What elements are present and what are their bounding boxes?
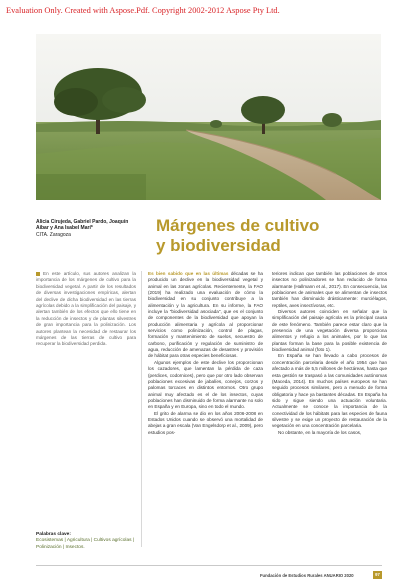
paragraph: Diversos autores coinciden en señalar que la simplificación del paisaje agrícola es la principal causa de este fenómeno. También parece estar claro que la presencia de una vegetación diversa proporciona alimentos y refugio a los animales, por lo que las plantas forman la base para la posible existencia de biodiversidad animal (foto 1).: [272, 309, 387, 353]
paragraph: No obstante, en la mayoría de los casos,: [278, 429, 362, 435]
author-names: Alicia Cirujeda, Gabriel Pardo, Joaquín Aibar y Ana Isabel Marí*: [36, 219, 129, 232]
landscape-photo: [36, 34, 381, 200]
article-title: [156, 216, 386, 256]
evaluation-watermark: Evaluation Only. Created with Aspose.Pdf. Copyright 2002-2012 Aspose Pty Ltd.: [6, 6, 280, 15]
paragraph: En España se han llevado a cabo procesos de concentración parcelaria desde el año 1954 que han afectado a más de 5,5 millones de hectáreas, hasta que esta gestión se traspasó a las comunidades autónomas (Maceda, 2014). En muchos países europeos se han seguido procesos similares, pero a menudo de forma obligatoria y hace ya bastantes décadas. En España ha sido y sigue siendo una actuación voluntaria. Actualmente se conoce la importancia de la conectividad de los hábitats para las especies de fauna silvestre y se exige un proyecto de restauración de la vegetación en una concentración parcelaria.: [272, 353, 387, 429]
page-number: 97: [373, 571, 382, 579]
keywords-list: Ecosistemas | Agricultura | Cultivos agrícolas | Polinización | Insectos.: [36, 538, 135, 550]
paragraph: Algunos ejemplos de este declive los proporcionan los cazadores, que lamentan la pérdida de caza (perdices, codornices), pero que por otro lado observan poblaciones excesivas de jabalíes, conejos, corzos y palomas torcaces en distintos entornos. Otro grupo animal muy afectado es el de los insectos, cuyas poblaciones han disminuido de forma alarmante no solo en España y en Europa, sino en todo el mundo.: [148, 359, 263, 410]
title-line-2: y biodiversidad: [156, 236, 281, 255]
footer-rule: [36, 565, 382, 566]
footer-journal: Fundación de Estudios Rurales ANUARIO 2020: [260, 573, 354, 578]
paragraph: El grito de alarma se dio en los años 2006-2008 en Estados Unidos cuando se observó una mortalidad de abejas a gran escala (Van Engelsdorp et al., 2009), pero estudios pos-: [148, 410, 263, 435]
author-block: [36, 219, 132, 238]
keywords-block: [36, 532, 136, 551]
lead-in-text: Es bien sabido que en las últimas: [148, 271, 229, 276]
author-affiliation: CITA. Zaragoza: [36, 231, 71, 238]
paragraph: teriores indican que también las poblaciones de otros insectos no polinizadores se han reducido de forma alarmante (Hallmann et al., 2017). En consecuencia, las poblaciones de animales que se alimentan de insectos también han disminuido drásticamente: murciélagos, reptiles, aves insectívoras, etc.: [272, 271, 387, 308]
body-column-2: [272, 271, 387, 436]
paragraph-text: décadas se ha producido un declive en la biodiversidad vegetal y animal en las zonas agrícolas. Recientemente, la FAO (2019) ha realizado una evaluación de cómo la biodiversidad en su conjunto contribuye a la alimentación y la agricultura. En su informe, la FAO incluye la "biodiversidad asociada", que es el conjunto de componentes de la biodiversidad que apoyan la producción alimentaria y agrícola al proporcionar servicios como polinización, control de plagas, formación y mantenimiento de suelos, secuestro de carbono, purificación y regulación de suministro de agua, reducción de amenazas de desastres y provisión de hábitat para otras especies beneficiosas.: [148, 271, 263, 359]
body-column-1: [148, 271, 263, 436]
keywords-heading: Palabras clave:: [36, 532, 71, 537]
landscape-photo-icon: [36, 34, 381, 200]
abstract-text: En este artículo, sus autores analizan la importancia de los márgenes de cultivo para la biodiversidad vegetal. A partir de los resultados de diversas investigaciones empíricas, alertan del declive de dicha biodiversidad en las tierras agrícolas debido a la simplificación del paisaje, y alertan también de los efectos que ello tiene en la reducción de insectos y de plantas silvestres de gran importancia para la polinización. Los autores plantean la necesidad de restaurar los márgenes de las tierras de cultivo para recuperar la biodiversidad perdida.: [36, 271, 136, 347]
bullet-square-icon: [36, 272, 40, 276]
paragraph: [148, 271, 263, 360]
abstract: [36, 271, 136, 348]
title-line-1: Márgenes de cultivo: [156, 216, 320, 235]
column-divider: [141, 271, 142, 547]
